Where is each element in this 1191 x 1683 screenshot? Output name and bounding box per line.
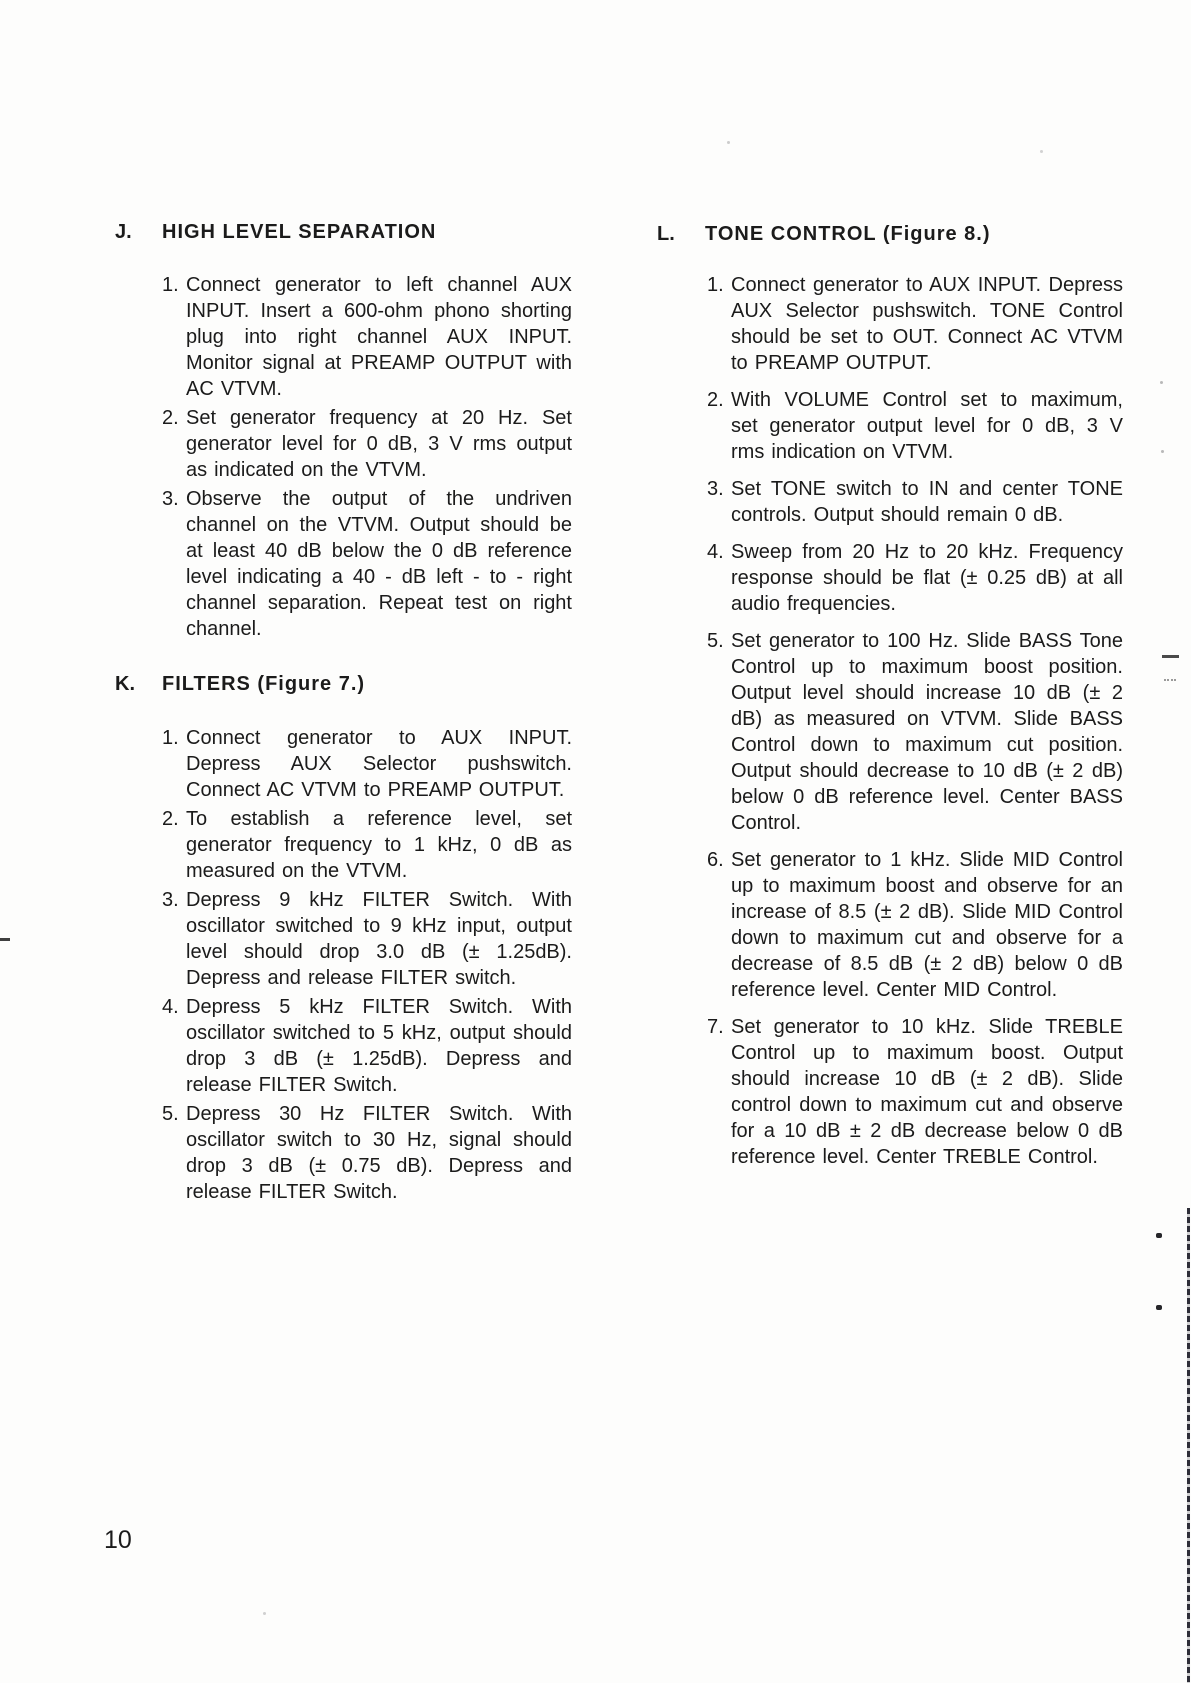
item-number: 1. xyxy=(162,274,179,296)
scan-artifact-right-margin-dots xyxy=(1164,679,1176,681)
section-heading xyxy=(115,672,572,696)
item-text: Set generator to 100 Hz. Slide BASS Tone Control up to maximum boost position. Output level should increase 10 dB (± 2 dB) as measured on VTVM. Slide BASS Control down to maximum cut position. Output should decrease to 10 dB (± 2 dB) below 0 dB reference level. Center BASS Control. xyxy=(731,630,1123,834)
item-text: Sweep from 20 Hz to 20 kHz. Frequency response should be flat (± 0.25 dB) at all audio frequencies. xyxy=(731,541,1123,615)
list-item xyxy=(162,806,572,884)
page-number: 10 xyxy=(104,1526,132,1554)
section-label: K. xyxy=(115,673,135,695)
scan-artifact-dot xyxy=(1156,1233,1162,1238)
item-number: 4. xyxy=(162,996,179,1018)
list-item xyxy=(707,476,1123,528)
scan-artifact-speck xyxy=(727,141,730,144)
numbered-list xyxy=(707,272,1123,1170)
list-item xyxy=(707,272,1123,376)
section-label: L. xyxy=(657,223,675,245)
section-title: HIGH LEVEL SEPARATION xyxy=(162,221,437,243)
list-item xyxy=(707,1014,1123,1170)
item-number: 2. xyxy=(162,407,179,429)
item-number: 3. xyxy=(162,488,179,510)
item-number: 4. xyxy=(707,541,724,563)
section-title: TONE CONTROL (Figure 8.) xyxy=(705,223,991,245)
item-number: 3. xyxy=(707,478,724,500)
scan-artifact-speck xyxy=(263,1612,266,1615)
scan-artifact-dot xyxy=(1161,450,1164,453)
section-title: FILTERS (Figure 7.) xyxy=(162,673,366,695)
scan-artifact-right-margin-dash xyxy=(1162,655,1179,658)
list-item xyxy=(162,405,572,483)
item-text: Set generator to 1 kHz. Slide MID Control up to maximum boost and observe for an increase of 8.5 (± 2 dB). Slide MID Control down to maximum cut and observe for a decrease of 8.5 dB (± 2 dB) below 0 dB reference level. Center MID Control. xyxy=(731,849,1123,1001)
item-number: 2. xyxy=(707,389,724,411)
numbered-list xyxy=(162,272,572,642)
item-text: Connect generator to AUX INPUT. Depress AUX Selector pushswitch. TONE Control should be set to OUT. Connect AC VTVM to PREAMP OUTPUT. xyxy=(731,274,1123,374)
list-item xyxy=(162,887,572,991)
list-item xyxy=(707,387,1123,465)
item-text: Observe the output of the undriven channel on the VTVM. Output should be at least 40 dB below the 0 dB reference level indicating a 40 - dB left - to - right channel separation. Repeat test on right channel. xyxy=(186,488,572,640)
item-text: Depress 9 kHz FILTER Switch. With oscillator switched to 9 kHz input, output level should drop 3.0 dB (± 1.25dB). Depress and release FILTER switch. xyxy=(186,889,572,989)
item-number: 5. xyxy=(707,630,724,652)
scan-artifact-speck xyxy=(1040,150,1043,153)
item-text: Depress 5 kHz FILTER Switch. With oscillator switched to 5 kHz, output should drop 3 dB (± 1.25dB). Depress and release FILTER Switch. xyxy=(186,996,572,1096)
item-number: 1. xyxy=(162,727,179,749)
scan-artifact-dot xyxy=(1160,381,1163,384)
item-number: 3. xyxy=(162,889,179,911)
scan-artifact-left-margin-dash xyxy=(0,938,10,941)
numbered-list xyxy=(162,725,572,1205)
item-text: Set TONE switch to IN and center TONE controls. Output should remain 0 dB. xyxy=(731,478,1123,526)
section-heading xyxy=(657,222,1123,246)
item-number: 7. xyxy=(707,1016,724,1038)
item-text: Set generator frequency at 20 Hz. Set generator level for 0 dB, 3 V rms output as indicated on the VTVM. xyxy=(186,407,572,481)
item-number: 1. xyxy=(707,274,724,296)
item-text: Connect generator to AUX INPUT. Depress AUX Selector pushswitch. Connect AC VTVM to PREAMP OUTPUT. xyxy=(186,727,572,801)
item-number: 2. xyxy=(162,808,179,830)
item-number: 6. xyxy=(707,849,724,871)
section-high-level-separation xyxy=(115,220,572,645)
list-item xyxy=(162,272,572,402)
list-item xyxy=(707,628,1123,836)
list-item xyxy=(162,994,572,1098)
item-text: To establish a reference level, set generator frequency to 1 kHz, 0 dB as measured on the VTVM. xyxy=(186,808,572,882)
list-item xyxy=(707,847,1123,1003)
list-item xyxy=(162,725,572,803)
section-filters xyxy=(115,672,572,1208)
item-text: Connect generator to left channel AUX INPUT. Insert a 600-ohm phono shorting plug into right channel AUX INPUT. Monitor signal at PREAMP OUTPUT with AC VTVM. xyxy=(186,274,572,400)
scan-artifact-right-edge-line xyxy=(1187,1208,1190,1683)
item-text: Set generator to 10 kHz. Slide TREBLE Control up to maximum boost. Output should increase 10 dB (± 2 dB). Slide control down to maximum cut and observe for a 10 dB ± 2 dB decrease below 0 dB reference level. Center TREBLE Control. xyxy=(731,1016,1123,1168)
section-heading xyxy=(115,220,572,244)
scan-artifact-dot xyxy=(1156,1305,1162,1310)
item-text: Depress 30 Hz FILTER Switch. With oscillator switch to 30 Hz, signal should drop 3 dB (± 0.75 dB). Depress and release FILTER Switch. xyxy=(186,1103,572,1203)
list-item xyxy=(162,1101,572,1205)
item-text: With VOLUME Control set to maximum, set generator output level for 0 dB, 3 V rms indication on VTVM. xyxy=(731,389,1123,463)
list-item xyxy=(162,486,572,642)
item-number: 5. xyxy=(162,1103,179,1125)
section-label: J. xyxy=(115,221,132,243)
section-tone-control xyxy=(657,222,1123,1181)
list-item xyxy=(707,539,1123,617)
